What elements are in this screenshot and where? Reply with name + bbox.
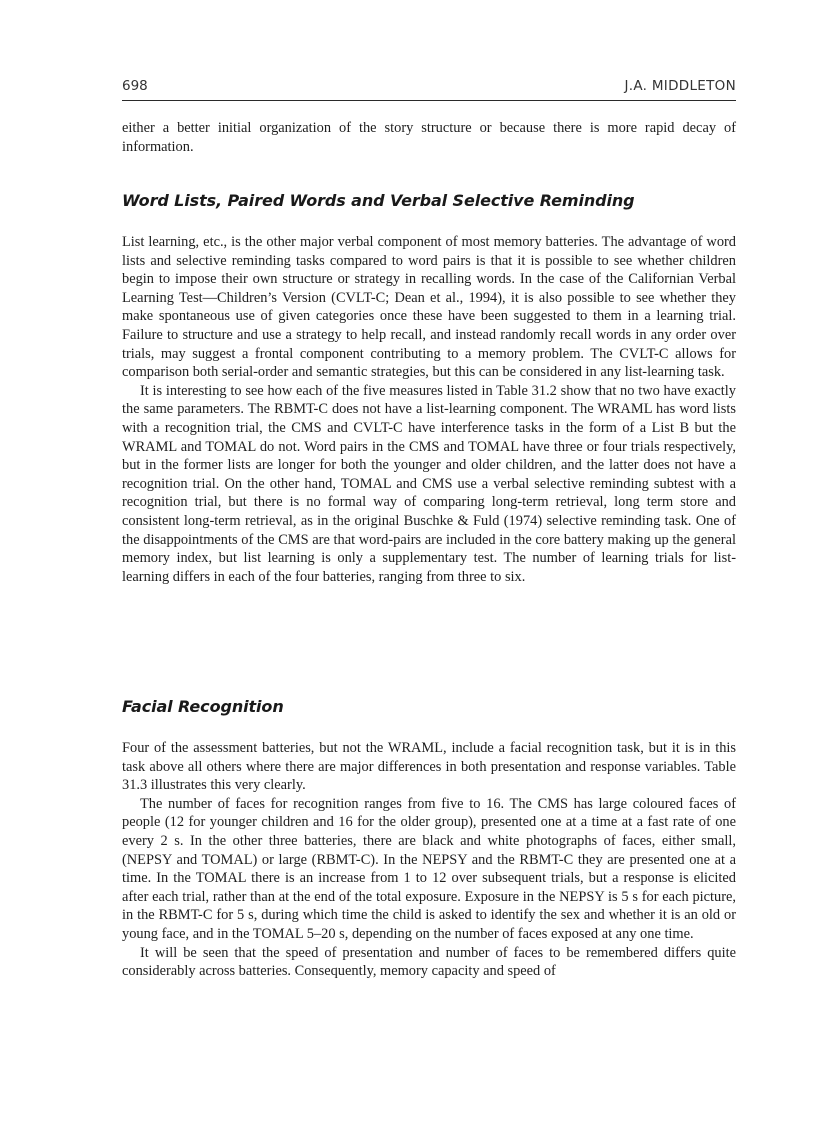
section-body-facial-recognition (122, 739, 736, 981)
page-number: 698 (122, 78, 148, 94)
intro-continuation (122, 119, 736, 156)
section-heading-word-lists: Word Lists, Paired Words and Verbal Selective Reminding (122, 191, 635, 210)
paragraph: Four of the assessment batteries, but not the WRAML, include a facial recognition task, but it is in this task above all others where there are major differences in both presentation and response variables. Table 31.3 illustrates this very clearly. (122, 740, 736, 794)
paragraph: The number of faces for recognition ranges from five to 16. The CMS has large coloured faces of people (12 for younger children and 16 for the older group), presented one at a time at a fast rate of one every 2 s. In the other three batteries, there are black and white photographs of faces, either small, (NEPSY and TOMAL) or large (RBMT-C). In the NEPSY and the RBMT-C they are presented one at a time. In the TOMAL there is an increase from 1 to 12 over subsequent trials, but a response is elicited after each trial, rather than at the end of the total exposure. Exposure in the NEPSY is 5 s for each picture, in the RBMT-C for 5 s, during which time the child is asked to identify the sex and whether it is an old or young face, and in the TOMAL 5–20 s, depending on the number of faces exposed at any one time. (122, 795, 736, 942)
section-heading-facial-recognition: Facial Recognition (122, 697, 284, 716)
paragraph: It is interesting to see how each of the five measures listed in Table 31.2 show that no two have exactly the same parameters. The RBMT-C does not have a list-learning component. The WRAML has word lists with a recognition trial, the CMS and CVLT-C have interference tasks in the form of a List B but the WRAML and TOMAL do not. Word pairs in the CMS and TOMAL have three or four trials respectively, but in the former lists are longer for both the younger and older children, and the latter does not have a recognition trial. On the other hand, TOMAL and CMS use a verbal selective reminding subtest with a recognition trial, but there is no formal way of comparing long-term retrieval, long term store and consistent long-term retrieval, as in the original Buschke & Fuld (1974) selective reminding task. One of the disappointments of the CMS are that word-pairs are included in the core battery making up the general memory index, but list learning is only a supplementary test. The number of learning trials for list-learning differs in each of the four batteries, ranging from three to six. (122, 382, 736, 585)
section-body-word-lists (122, 233, 736, 586)
paragraph: It will be seen that the speed of presentation and number of faces to be remembered differs quite considerably across batteries. Consequently, memory capacity and speed of (122, 944, 736, 980)
running-head (122, 78, 736, 101)
paragraph: List learning, etc., is the other major verbal component of most memory batteries. The advantage of word lists and selective reminding tasks compared to word pairs is that it is possible to see whether children begin to impose their own structure or strategy in recalling words. In the case of the Californian Verbal Learning Test—Children’s Version (CVLT-C; Dean et al., 1994), it is also possible to see whether they make spontaneous use of given categories once these have been suggested to them in a learning trial. Failure to structure and use a strategy to help recall, and instead randomly recall words in any order over trials, may suggest a frontal component contributing to a memory problem. The CVLT-C allows for comparison both serial-order and semantic strategies, but this can be considered in any list-learning task. (122, 234, 736, 381)
running-head-author: J.A. MIDDLETON (624, 78, 736, 94)
paragraph: either a better initial organization of the story structure or because there is more rapid decay of information. (122, 120, 736, 155)
